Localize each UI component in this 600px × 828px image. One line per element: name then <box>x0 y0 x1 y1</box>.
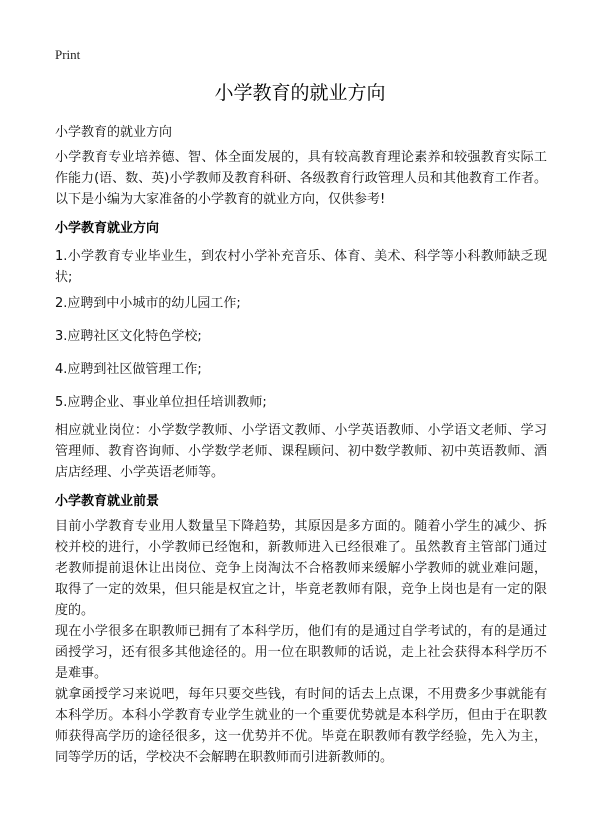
list-item: 2.应聘到中小城市的幼儿园工作; <box>55 296 241 311</box>
prospect-paragraph: 目前小学教育专业用人数量呈下降趋势，其原因是多方面的。随着小学生的减少、拆校并校的进行，小学教师已经饱和，新教师进入已经很难了。虽然教育主管部门通过老教师提前退休让出岗位、竞争上岗淘汰不合格教师来缓解小学教师的就业难问题，取得了一定的效果，但只能是权宜之计，毕竟老教师有限，竞争上岗也是有一定的限度的。 <box>55 519 547 618</box>
page-title: 小学教育的就业方向 <box>214 82 386 104</box>
prospect-paragraph: 现在小学很多在职教师已拥有了本科学历，他们有的是通过自学考试的，有的是通过函授学习，还有很多其他途径的。用一位在职教师的话说，走上社会获得本科学历不是难事。 <box>55 624 547 681</box>
positions-paragraph: 相应就业岗位：小学数学教师、小学语文教师、小学英语教师、小学语文老师、学习管理师、教育咨询师、小学数学老师、课程顾问、初中数学教师、初中英语教师、酒店店经理、小学英语老师等。 <box>55 423 547 480</box>
list-item: 5.应聘企业、事业单位担任培训教师; <box>55 395 267 410</box>
prospect-paragraph: 就拿函授学习来说吧，每年只要交些钱，有时间的话去上点课，不用费多少事就能有本科学历。本科小学教育专业学生就业的一个重要优势就是本科学历，但由于在职教师获得高学历的途径很多，这一优势并不优。毕竟在职教师有教学经验，先入为主，同等学历的话，学校决不会解聘在职教师而引进新教师的。 <box>55 687 547 765</box>
list-item: 3.应聘社区文化特色学校; <box>55 329 202 344</box>
print-label: Print <box>55 47 81 62</box>
document-subtitle: 小学教育的就业方向 <box>55 125 173 140</box>
list-item: 1.小学教育专业毕业生，到农村小学补充音乐、体育、美术、科学等小科教师缺乏现状; <box>55 249 547 285</box>
section-heading-prospects: 小学教育就业前景 <box>55 494 160 509</box>
list-item: 4.应聘到社区做管理工作; <box>55 362 202 377</box>
intro-paragraph: 小学教育专业培养德、智、体全面发展的，具有较高教育理论素养和较强教育实际工作能力(语、数、英)小学教师及教育科研、各级教育行政管理人员和其他教育工作者。以下是小编为大家准备的小学教育的就业方向，仅供参考! <box>55 150 547 207</box>
section-heading-directions: 小学教育就业方向 <box>55 221 160 236</box>
